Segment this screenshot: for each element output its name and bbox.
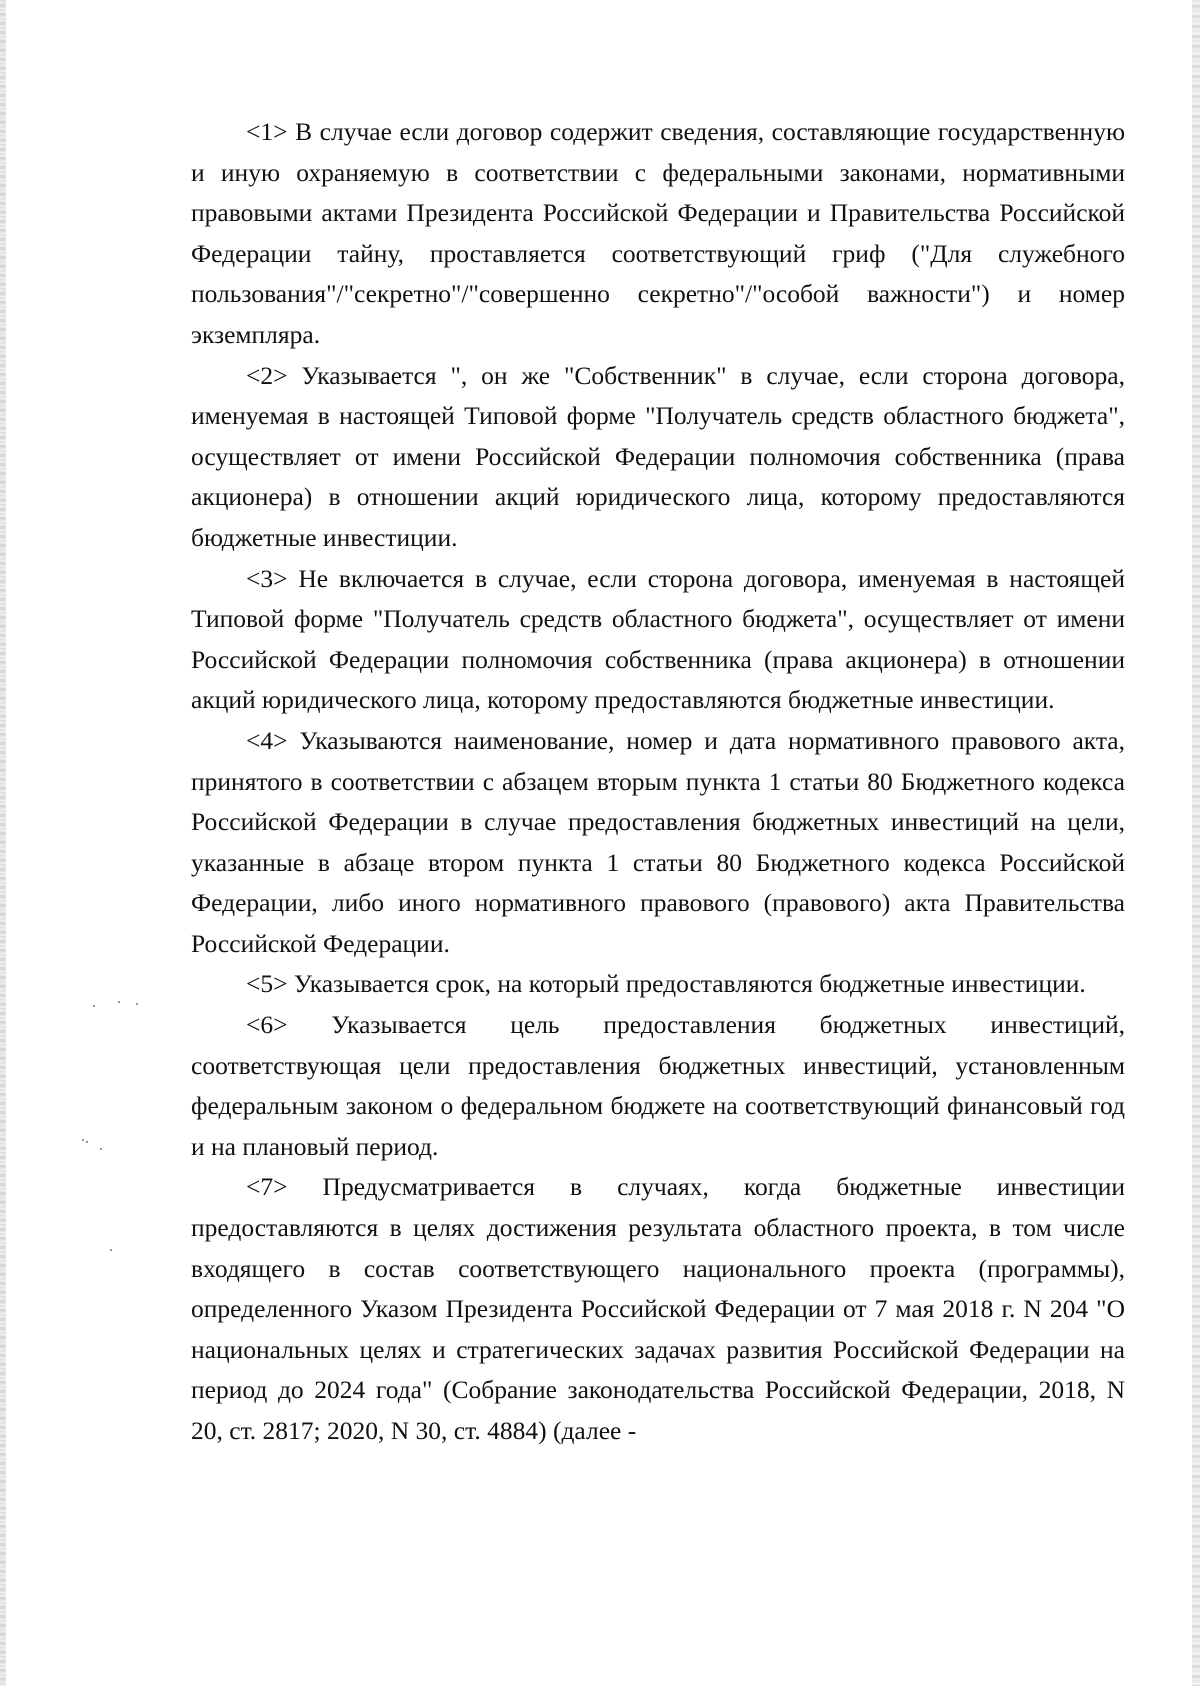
footnote-7: <7> Предусматривается в случаях, когда бюджетные инвестиции предоставляются в целях достижения результата областного проекта, в том числе входящего в состав соответствующего национального проекта (программы), определенного Указом Президента Российской Федерации от 7 мая 2018 г. N 204 "О национальных целях и стратегических задачах развития Российской Федерации на период до 2024 года" (Собрание законодательства Российской Федерации, 2018, N 20, ст. 2817; 2020, N 30, ст. 4884) (далее - bbox=[191, 1172, 1125, 1445]
scan-speck bbox=[136, 1003, 138, 1005]
scan-speck bbox=[82, 1139, 84, 1141]
scan-speck bbox=[86, 1141, 88, 1143]
document-body bbox=[191, 112, 1125, 1452]
footnote-2: <2> Указывается ", он же "Собственник" в случае, если сторона договора, именуемая в настоящей Типовой форме "Получатель средств областного бюджета", осуществляет от имени Российской Федерации полномочия собственника (права акционера) в отношении акций юридического лица, которому предоставляются бюджетные инвестиции. bbox=[191, 360, 1125, 552]
footnote-6: <6> Указывается цель предоставления бюджетных инвестиций, соответствующая цели предоставления бюджетных инвестиций, установленным федеральным законом о федеральном бюджете на соответствующий финансовый год и на плановый период. bbox=[191, 1010, 1125, 1161]
scan-speck bbox=[118, 1001, 120, 1003]
scan-edge-right bbox=[1192, 0, 1200, 1686]
footnote-3: <3> Не включается в случае, если сторона договора, именуемая в настоящей Типовой форме "Получатель средств областного бюджета", осуществляет от имени Российской Федерации полномочия собственника (права акционера) в отношении акций юридического лица, которому предоставляются бюджетные инвестиции. bbox=[191, 563, 1125, 715]
scan-edge-left bbox=[0, 0, 6, 1686]
footnote-4: <4> Указываются наименование, номер и дата нормативного правового акта, принятого в соответствии с абзацем вторым пункта 1 статьи 80 Бюджетного кодекса Российской Федерации в случае предоставления бюджетных инвестиций на цели, указанные в абзаце втором пункта 1 статьи 80 Бюджетного кодекса Российской Федерации, либо иного нормативного правового (правового) акта Правительства Российской Федерации. bbox=[191, 725, 1125, 958]
footnote-5: <5> Указывается срок, на который предоставляются бюджетные инвестиции. bbox=[246, 969, 1086, 999]
scan-speck bbox=[100, 1148, 102, 1150]
footnote-1: <1> В случае если договор содержит сведения, составляющие государственную и иную охраняемую в соответствии с федеральными законами, нормативными правовыми актами Президента Российской Федерации и Правительства Российской Федерации тайну, проставляется соответствующий гриф ("Для служебного пользования"/"секретно"/"совершенно секретно"/"особой важности") и номер экземпляра. bbox=[191, 117, 1125, 349]
scan-speck bbox=[93, 1005, 95, 1007]
scan-speck bbox=[110, 1249, 112, 1251]
